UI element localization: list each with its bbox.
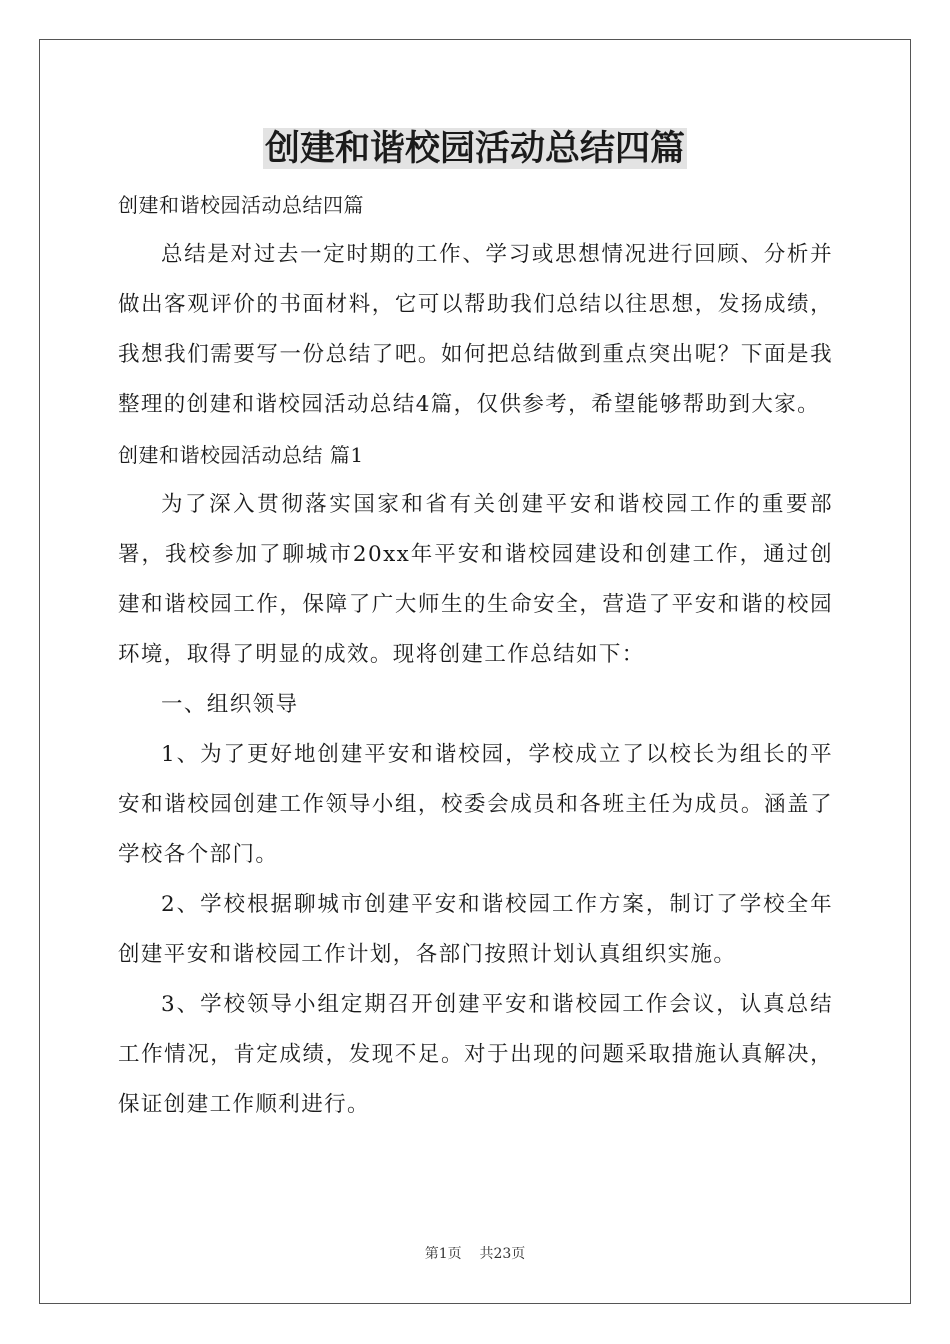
subheading-paragraph: 一、组织领导 bbox=[161, 692, 299, 717]
body-paragraph: 2、学校根据聊城市创建平安和谐校园工作方案，制订了学校全年创建平安和谐校园工作计划，各部门按照计划认真组织实施。 bbox=[118, 892, 833, 967]
body-paragraph: 1、为了更好地创建平安和谐校园，学校成立了以校长为组长的平安和谐校园创建工作领导小组，校委会成员和各班主任为成员。涵盖了学校各个部门。 bbox=[118, 742, 833, 867]
body-paragraph: 为了深入贯彻落实国家和省有关创建平安和谐校园工作的重要部署，我校参加了聊城市20xx年平安和谐校园建设和创建工作，通过创建和谐校园工作，保障了广大师生的生命安全，营造了平安和谐的校园环境，取得了明显的成效。现将创建工作总结如下： bbox=[118, 492, 833, 667]
intro-paragraph: 总结是对过去一定时期的工作、学习或思想情况进行回顾、分析并做出客观评价的书面材料，它可以帮助我们总结以往思想，发扬成绩，我想我们需要写一份总结了吧。如何把总结做到重点突出呢？下面是我整理的创建和谐校园活动总结4篇，仅供参考，希望能够帮助到大家。 bbox=[118, 242, 833, 417]
document-title-text: 创建和谐校园活动总结四篇 bbox=[264, 128, 685, 169]
page-number-footer: 第1页 共23页 bbox=[424, 1246, 526, 1262]
document-body bbox=[118, 180, 833, 1130]
document-title bbox=[0, 124, 950, 174]
subtitle-paragraph: 创建和谐校园活动总结四篇 bbox=[118, 193, 364, 217]
section-heading: 创建和谐校园活动总结 篇1 bbox=[118, 443, 364, 467]
body-paragraph: 3、学校领导小组定期召开创建平安和谐校园工作会议，认真总结工作情况，肯定成绩，发现不足。对于出现的问题采取措施认真解决，保证创建工作顺利进行。 bbox=[118, 992, 833, 1117]
